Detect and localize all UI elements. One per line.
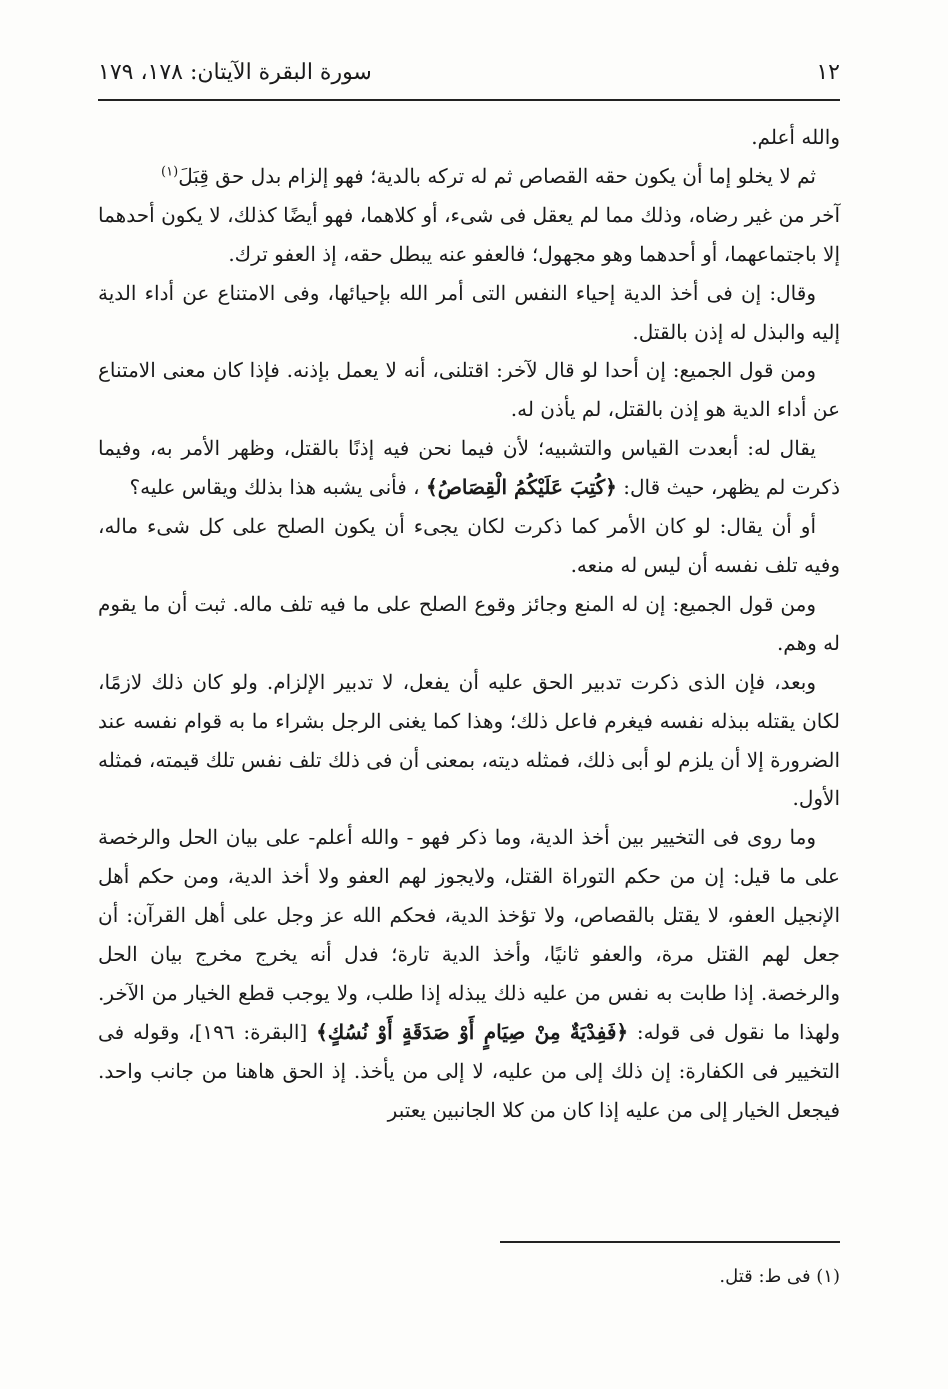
paragraph: والله أعلم.	[751, 125, 840, 149]
paragraph: آخر من غير رضاه، وذلك مما لم يعقل فى شىء، أو كلاهما، فهو أيضًا كذلك، لا يكون أحدهما إلا باجتماعهما، أو أحدهما وهو مجهول؛ فالعفو عنه يبطل حقه، إذ العفو ترك.	[98, 202, 840, 266]
body-text	[98, 118, 840, 1130]
paragraph	[98, 157, 840, 196]
paragraph-text: ، فأنى يشبه هذا بذلك ويقاس عليه؟	[129, 475, 420, 500]
paragraph	[98, 429, 840, 507]
paragraph: وقال: إن فى أخذ الدية إحياء النفس التى أمر الله بإحيائها، وفى الامتناع عن أداء الدية إليه والبذل له إذن بالقتل.	[98, 280, 840, 344]
header-rule	[98, 99, 840, 101]
paragraph: أو أن يقال: لو كان الأمر كما ذكرت لكان يجىء أن يكون الصلح على كل شىء ماله، وفيه تلف نفسه أن ليس له منعه.	[98, 514, 840, 577]
quran-verse: ﴿فَفِدْيَةٌ مِنْ صِيَامٍ أَوْ صَدَقَةٍ أَوْ نُسُكٍ﴾	[316, 1019, 629, 1044]
page-number: ١٢	[816, 60, 840, 85]
paragraph: ومن قول الجميع: إن له المنع وجائز وقوع الصلح على ما فيه تلف ماله. ثبت أن ما يقوم له وهم.	[98, 591, 840, 655]
paragraph-text: وما روى فى التخيير بين أخذ الدية، وما ذكر فهو - والله أعلم- على بيان الحل والرخصة على ما قيل: إن من حكم التوراة القتل، ولايجوز لهم العفو ولا أخذ الدية، ومن حكم أهل الإنجيل العفو، لا يقتل بالقصاص، ولا تؤخذ الدية، فحكم الله عز وجل على أهل القرآن: أن جعل لهم القتل مرة، والعفو ثانيًا، وأخذ الدية تارة؛ فدل أنه يخرج مخرج بيان الحل والرخصة. إذا طابت به نفس من عليه ذلك يبذله إذا طلب، ولا يوجب قطع الخيار من الآخر. ولهذا ما نقول فى قوله:	[98, 825, 841, 1044]
paragraph-text: ثم لا يخلو إما أن يكون حقه القصاص ثم له تركه بالدية؛ فهو إلزام بدل حق قِبَلَ	[178, 163, 816, 188]
running-title: سورة البقرة الآيتان: ١٧٨، ١٧٩	[98, 60, 372, 85]
quran-verse: ﴿كُتِبَ عَلَيْكُمُ الْقِصَاصُ﴾	[425, 475, 617, 500]
footnote: (١) فى ط: قتل.	[719, 1266, 840, 1287]
page-header	[98, 56, 840, 96]
footnote-rule	[500, 1241, 840, 1243]
paragraph: ومن قول الجميع: إن أحدا لو قال لآخر: اقتلنى، أنه لا يعمل بإذنه. فإذا كان معنى الامتناع عن أداء الدية هو إذن بالقتل، لم يأذن له.	[98, 358, 840, 422]
paragraph: وبعد، فإن الذى ذكرت تدبير الحق عليه أن يفعل، لا تدبير الإلزام. ولو كان ذلك لازمًا، لكان يقتله ببذله نفسه فيغرم فاعل ذلك؛ وهذا كما يغنى الرجل بشراء ما به قوام نفسه عند الضرورة إلا أن يلزم لو أبى ذلك، فمثله ديته، بمعنى أن فى ذلك تلف نفس تلك قيمته، فمثله الأول.	[98, 669, 840, 811]
paragraph-text: يقال له: أبعدت القياس والتشبيه؛ لأن فيما نحن فيه إذنًا بالقتل، وظهر الأمر به، وفيما ذكرت لم يظهر، حيث قال:	[98, 436, 840, 500]
paragraph-text: [البقرة: ١٩٦]، وقوله فى التخيير فى الكفارة: إن ذلك إلى من عليه، لا إلى من يأخذ. إذ الحق هاهنا من جانب واحد. فيجعل الخيار إلى من عليه إذا كان من كلا الجانبين يعتبر	[98, 1019, 840, 1122]
paragraph	[98, 818, 840, 1129]
footnote-marker: (١)	[161, 164, 179, 180]
